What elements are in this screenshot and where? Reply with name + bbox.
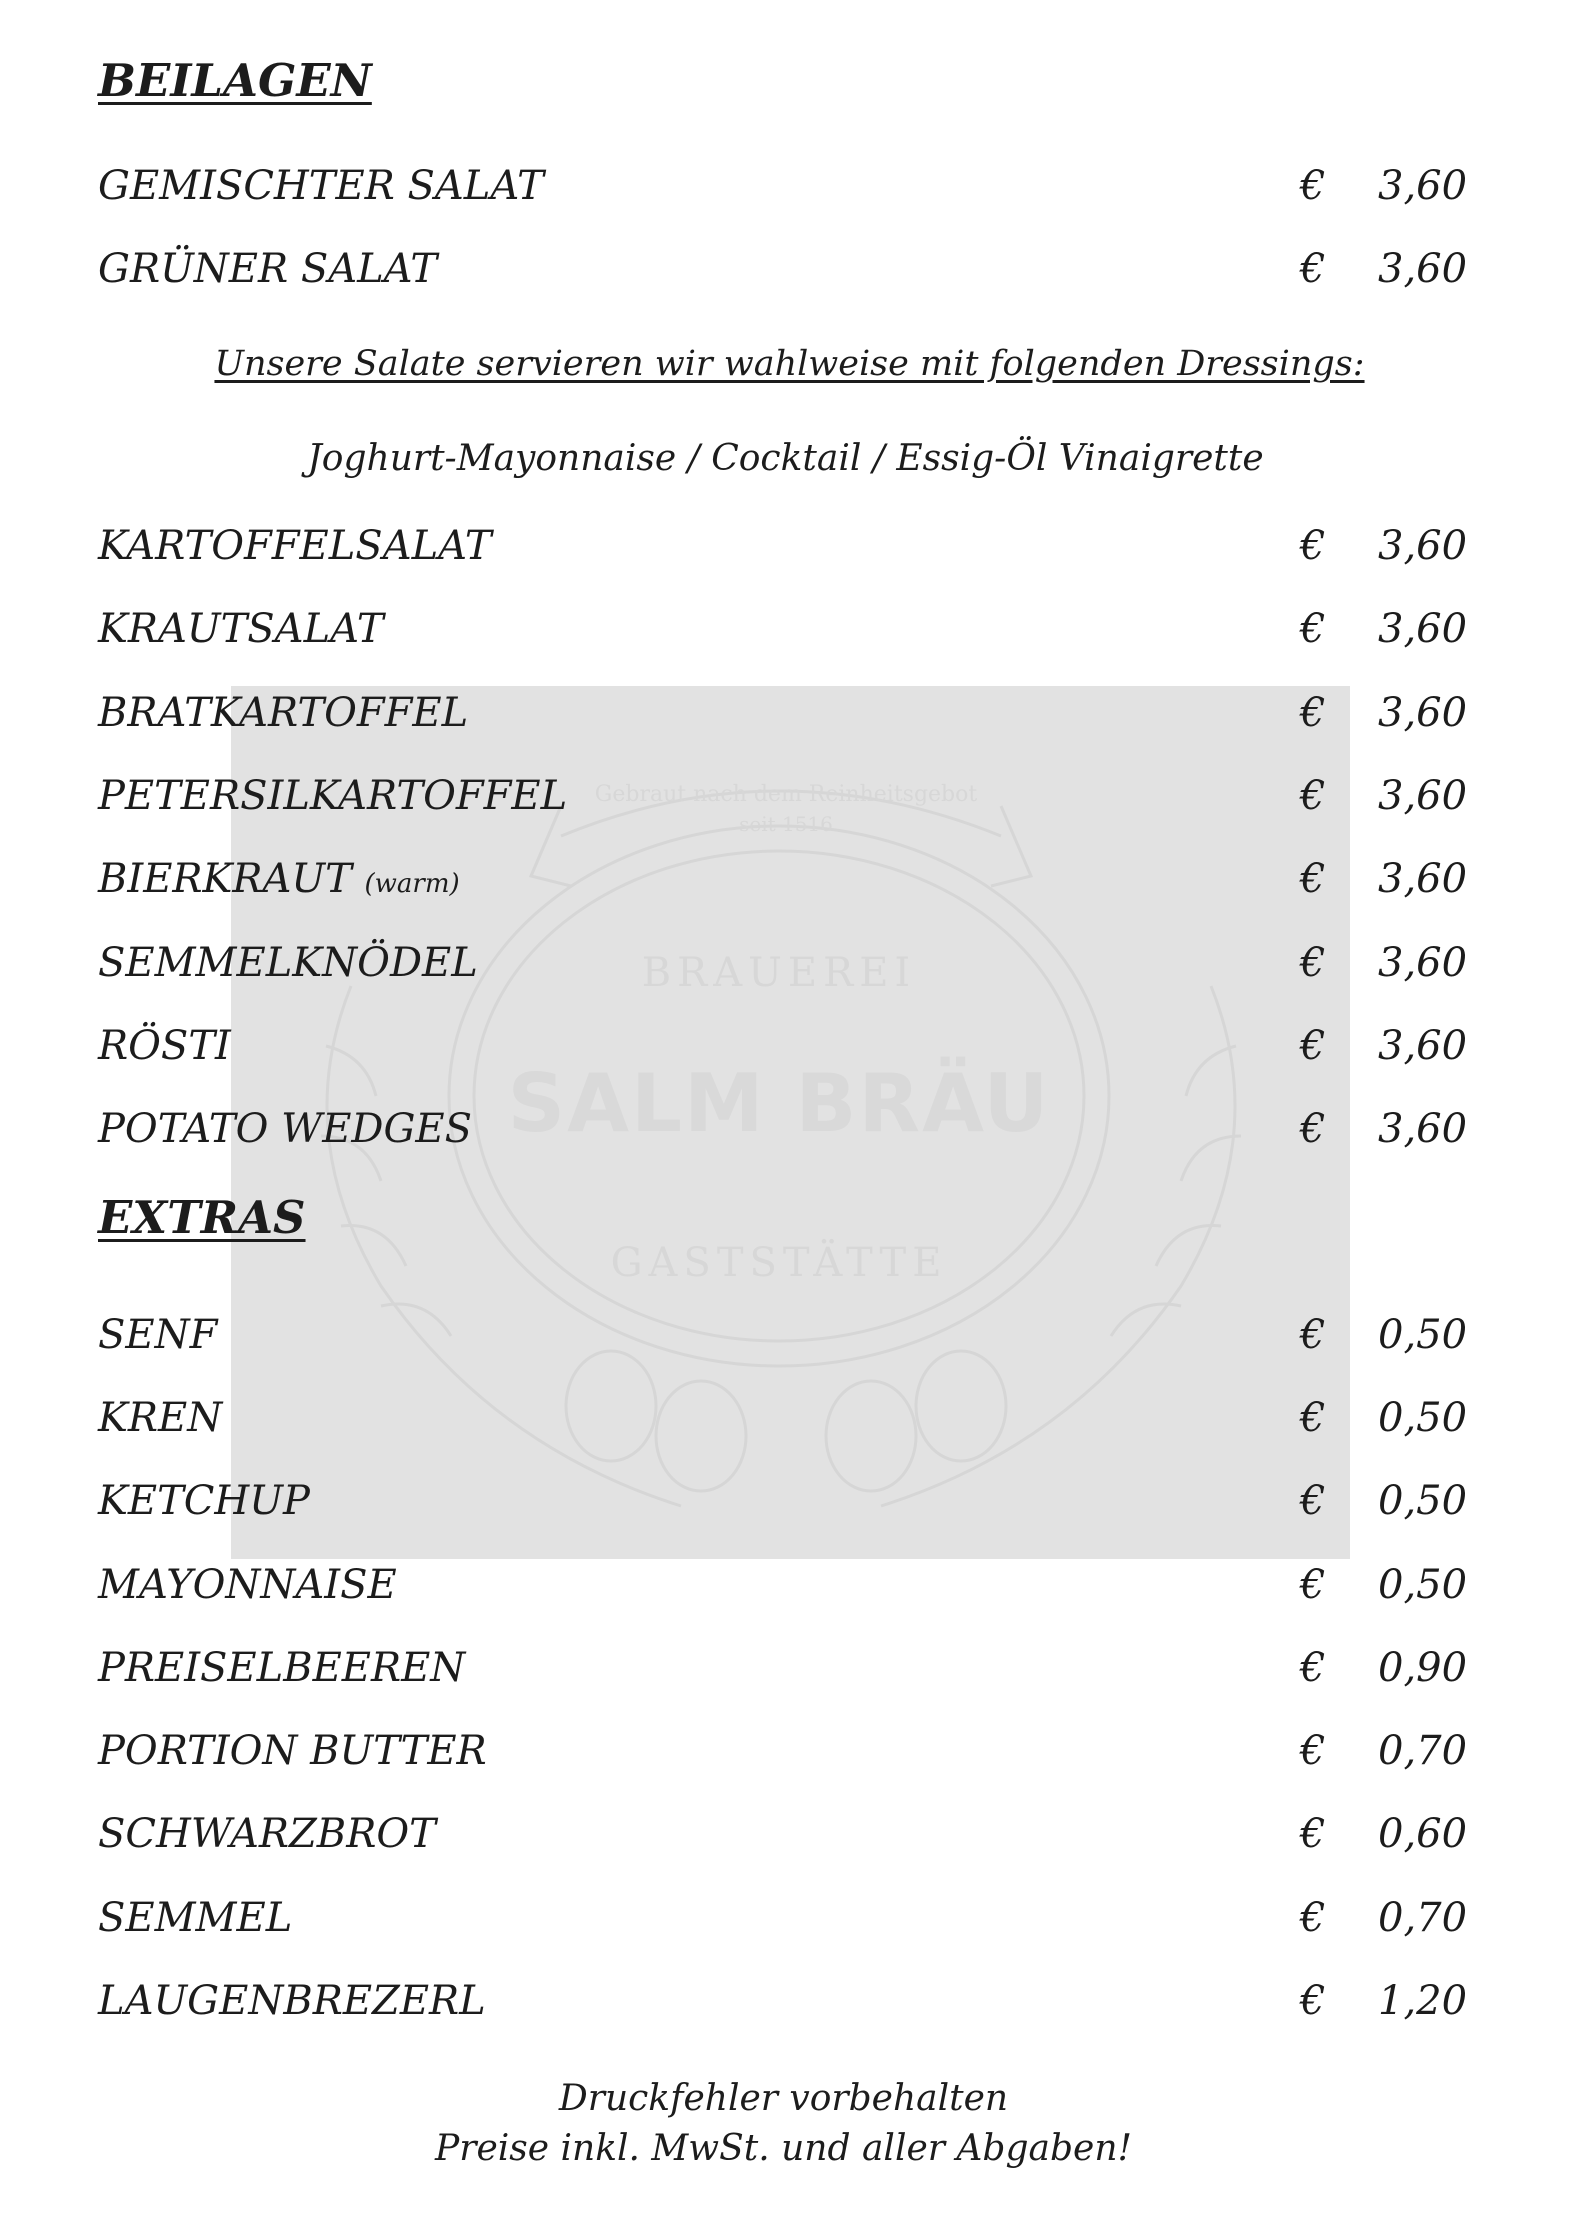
item-note: (warm)	[364, 869, 460, 899]
dressing-options: Joghurt-Mayonnaise / Cocktail / Essig-Öl Vinaigrette	[307, 438, 1264, 479]
svg-text:SALM BRÄU: SALM BRÄU	[507, 1057, 1051, 1150]
currency-symbol: €	[1300, 523, 1326, 569]
item-price: 0,50	[1378, 1478, 1468, 1524]
currency-symbol: €	[1300, 246, 1326, 292]
menu-item	[98, 933, 1468, 993]
item-price: 3,60	[1378, 1023, 1468, 1069]
menu-item	[98, 1804, 1468, 1864]
item-price: 3,60	[1378, 773, 1468, 819]
currency-symbol: €	[1300, 1395, 1326, 1441]
svg-text:GASTSTÄTTE: GASTSTÄTTE	[610, 1240, 948, 1286]
currency-symbol: €	[1300, 1562, 1326, 1608]
menu-item	[98, 766, 1468, 826]
item-price: 3,60	[1378, 1106, 1468, 1152]
currency-symbol: €	[1300, 1106, 1326, 1152]
svg-text:Gebraut nach dem Reinheitsgebo: Gebraut nach dem Reinheitsgebot	[594, 782, 978, 807]
menu-item	[98, 239, 1468, 299]
currency-symbol: €	[1300, 1728, 1326, 1774]
item-name: KREN	[98, 1395, 223, 1441]
currency-symbol: €	[1300, 1023, 1326, 1069]
menu-item	[98, 1721, 1468, 1781]
item-name: GRÜNER SALAT	[98, 246, 438, 292]
extras-heading: EXTRAS	[98, 1191, 306, 1244]
item-price: 3,60	[1378, 606, 1468, 652]
menu-item	[98, 683, 1468, 743]
svg-text:seit 1516: seit 1516	[739, 812, 833, 836]
footer-disclaimer: Druckfehler vorbehalten	[558, 2078, 1009, 2119]
menu-item	[98, 1099, 1468, 1159]
item-price: 0,90	[1378, 1645, 1468, 1691]
item-name: SCHWARZBROT	[98, 1811, 436, 1857]
salad-dressing-note: Unsere Salate servieren wir wahlweise mit folgenden Dressings:	[214, 344, 1365, 384]
currency-symbol: €	[1300, 1978, 1326, 2024]
item-name: KARTOFFELSALAT	[98, 523, 492, 569]
menu-item	[98, 516, 1468, 576]
item-name: MAYONNAISE	[98, 1562, 397, 1608]
currency-symbol: €	[1300, 856, 1326, 902]
menu-item	[98, 156, 1468, 216]
menu-item	[98, 1638, 1468, 1698]
item-name: PETERSILKARTOFFEL	[98, 773, 568, 819]
menu-item	[98, 1388, 1468, 1448]
item-price: 0,50	[1378, 1395, 1468, 1441]
menu-item	[98, 849, 1468, 909]
item-price: 3,60	[1378, 690, 1468, 736]
currency-symbol: €	[1300, 1895, 1326, 1941]
item-name: KRAUTSALAT	[98, 606, 384, 652]
menu-item	[98, 1016, 1468, 1076]
item-name: SEMMEL	[98, 1895, 293, 1941]
item-price: 3,60	[1378, 246, 1468, 292]
currency-symbol: €	[1300, 606, 1326, 652]
item-name: POTATO WEDGES	[98, 1106, 473, 1152]
item-name: GEMISCHTER SALAT	[98, 163, 544, 209]
item-name: BRATKARTOFFEL	[98, 690, 469, 736]
menu-item	[98, 599, 1468, 659]
item-price: 3,60	[1378, 523, 1468, 569]
menu-item	[98, 1555, 1468, 1615]
item-name: KETCHUP	[98, 1478, 310, 1524]
item-name: PREISELBEEREN	[98, 1645, 466, 1691]
item-price: 0,70	[1378, 1728, 1468, 1774]
currency-symbol: €	[1300, 1478, 1326, 1524]
currency-symbol: €	[1300, 1811, 1326, 1857]
beilagen-heading: BEILAGEN	[98, 54, 372, 107]
item-name: RÖSTI	[98, 1023, 231, 1069]
currency-symbol: €	[1300, 773, 1326, 819]
item-price: 0,50	[1378, 1312, 1468, 1358]
item-name: BIERKRAUT (warm)	[98, 856, 460, 902]
item-price: 0,70	[1378, 1895, 1468, 1941]
menu-item	[98, 1471, 1468, 1531]
item-price: 0,50	[1378, 1562, 1468, 1608]
item-price: 0,60	[1378, 1811, 1468, 1857]
item-name: SEMMELKNÖDEL	[98, 940, 478, 986]
currency-symbol: €	[1300, 940, 1326, 986]
currency-symbol: €	[1300, 163, 1326, 209]
currency-symbol: €	[1300, 690, 1326, 736]
svg-text:BRAUEREI: BRAUEREI	[641, 950, 917, 996]
item-price: 3,60	[1378, 163, 1468, 209]
footer-tax-note: Preise inkl. MwSt. und aller Abgaben!	[435, 2128, 1132, 2169]
currency-symbol: €	[1300, 1645, 1326, 1691]
item-price: 3,60	[1378, 856, 1468, 902]
menu-item	[98, 1971, 1468, 2031]
item-name: PORTION BUTTER	[98, 1728, 487, 1774]
menu-item	[98, 1888, 1468, 1948]
currency-symbol: €	[1300, 1312, 1326, 1358]
menu-item	[98, 1305, 1468, 1365]
item-name: SENF	[98, 1312, 218, 1358]
item-price: 3,60	[1378, 940, 1468, 986]
item-name: LAUGENBREZERL	[98, 1978, 486, 2024]
item-price: 1,20	[1378, 1978, 1468, 2024]
